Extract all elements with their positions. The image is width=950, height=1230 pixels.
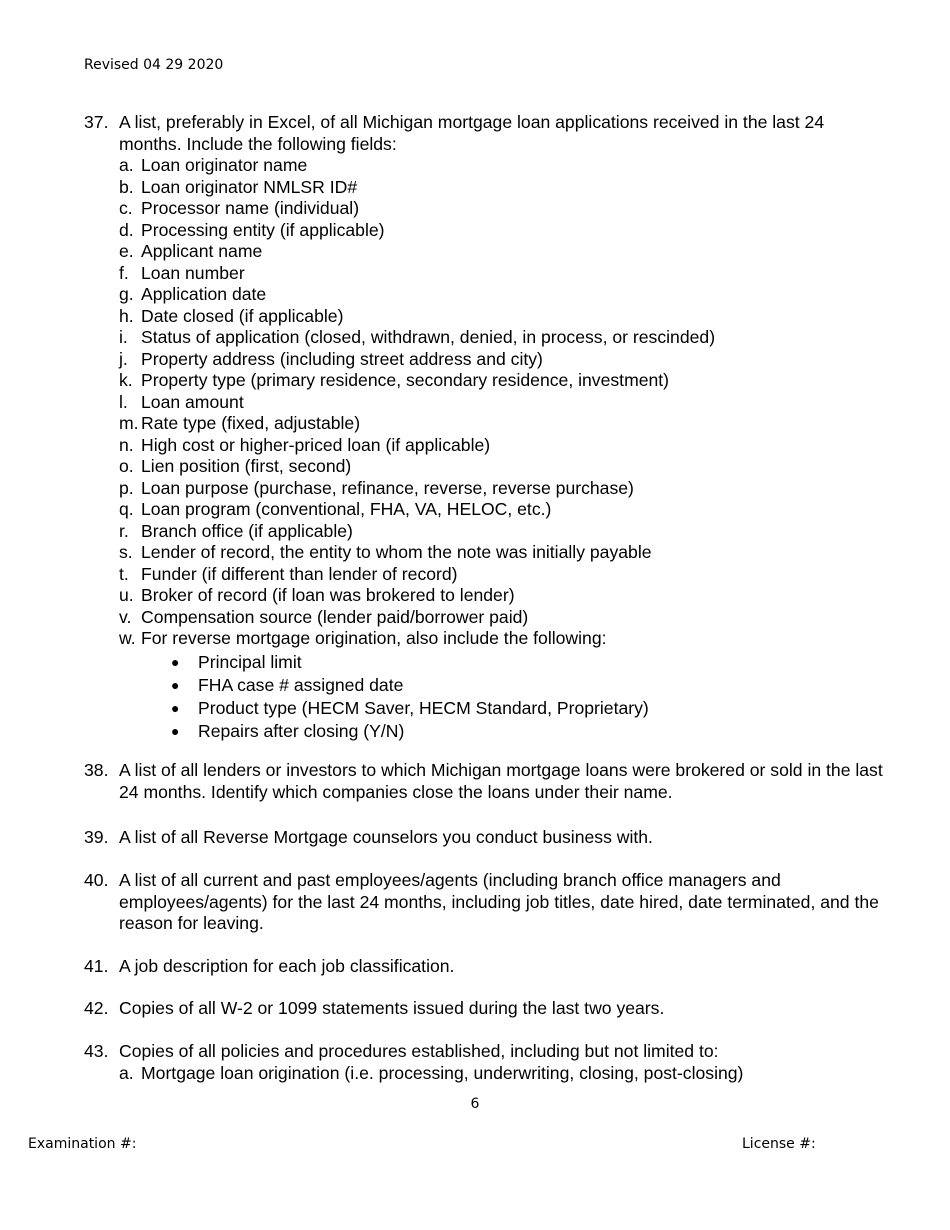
item-41: [84, 956, 884, 978]
bullet-icon: ●: [171, 722, 180, 739]
item-43: [84, 1041, 884, 1084]
list-item: k. Property type (primary residence, secondary residence, investment): [119, 370, 670, 390]
list-item: h. Date closed (if applicable): [119, 305, 344, 326]
item-40: [84, 870, 884, 935]
bullet-icon: ●: [171, 676, 180, 693]
item-number: 37.: [84, 112, 109, 132]
list-item: o. Lien position (first, second): [119, 456, 352, 476]
page-number: 6: [470, 1096, 480, 1112]
list-item: m. Rate type (fixed, adjustable): [119, 413, 361, 433]
bullet-icon: ●: [171, 653, 180, 670]
list-item: ● FHA case # assigned date: [171, 674, 404, 695]
item-text: A list of all lenders or investors to which Michigan mortgage loans were brokered or sold in the last 24 months. Identify which companies close the loans under their name.: [119, 760, 883, 802]
list-item: f. Loan number: [119, 262, 245, 283]
list-item: c. Processor name (individual): [119, 198, 360, 218]
examination-label: Examination #:: [28, 1136, 137, 1152]
item-text: A job description for each job classification.: [119, 956, 455, 976]
list-item: s. Lender of record, the entity to whom the note was initially payable: [119, 542, 652, 562]
list-item: d. Processing entity (if applicable): [119, 219, 385, 240]
list-item: t. Funder (if different than lender of record): [119, 563, 458, 584]
item-number: 40.: [84, 870, 109, 890]
item-text: Copies of all policies and procedures established, including but not limited to:: [119, 1041, 719, 1061]
list-item: p. Loan purpose (purchase, refinance, reverse, reverse purchase): [119, 477, 634, 498]
list-item: l. Loan amount: [119, 391, 244, 412]
list-item: u. Broker of record (if loan was brokered to lender): [119, 585, 515, 605]
item-37: [84, 112, 884, 743]
list-item: v. Compensation source (lender paid/borrower paid): [119, 606, 529, 627]
list-item: b. Loan originator NMLSR ID#: [119, 176, 358, 197]
item-39: [84, 827, 884, 849]
list-item: w. For reverse mortgage origination, also include the following:: [119, 628, 607, 648]
item-number: 39.: [84, 827, 109, 847]
revised-date: Revised 04 29 2020: [84, 57, 224, 73]
item-text: Copies of all W-2 or 1099 statements issued during the last two years.: [119, 998, 665, 1018]
list-item: ● Principal limit: [171, 651, 302, 672]
item-number: 38.: [84, 760, 109, 780]
license-label: License #:: [742, 1136, 816, 1152]
list-item: j. Property address (including street address and city): [119, 348, 543, 369]
item-text: A list of all Reverse Mortgage counselors you conduct business with.: [119, 827, 653, 847]
list-item: ● Product type (HECM Saver, HECM Standard, Proprietary): [171, 697, 649, 718]
item-38: [84, 760, 884, 803]
item-text: A list of all current and past employees/agents (including branch office managers and employees/agents) for the last 24 months, including job titles, date hired, date terminated, and the reason for leaving.: [119, 870, 879, 933]
list-item: e. Applicant name: [119, 241, 263, 261]
bullet-icon: ●: [171, 699, 180, 716]
item-text: A list, preferably in Excel, of all Michigan mortgage loan applications received in the last 24 months. Include the following fields:: [119, 112, 825, 154]
list-item: n. High cost or higher-priced loan (if applicable): [119, 434, 491, 455]
bullet-list: [171, 650, 884, 743]
list-item: q. Loan program (conventional, FHA, VA, HELOC, etc.): [119, 499, 552, 519]
list-item: ● Repairs after closing (Y/N): [171, 720, 405, 741]
item-number: 41.: [84, 956, 109, 976]
list-item: i. Status of application (closed, withdrawn, denied, in process, or rescinded): [119, 327, 716, 347]
list-item: a. Loan originator name: [119, 155, 308, 175]
list-item: g. Application date: [119, 284, 267, 304]
list-item: r. Branch office (if applicable): [119, 520, 353, 541]
item-number: 43.: [84, 1041, 109, 1061]
list-item: a. Mortgage loan origination (i.e. processing, underwriting, closing, post-closing): [119, 1062, 744, 1083]
item-42: [84, 998, 884, 1020]
item-number: 42.: [84, 998, 109, 1018]
